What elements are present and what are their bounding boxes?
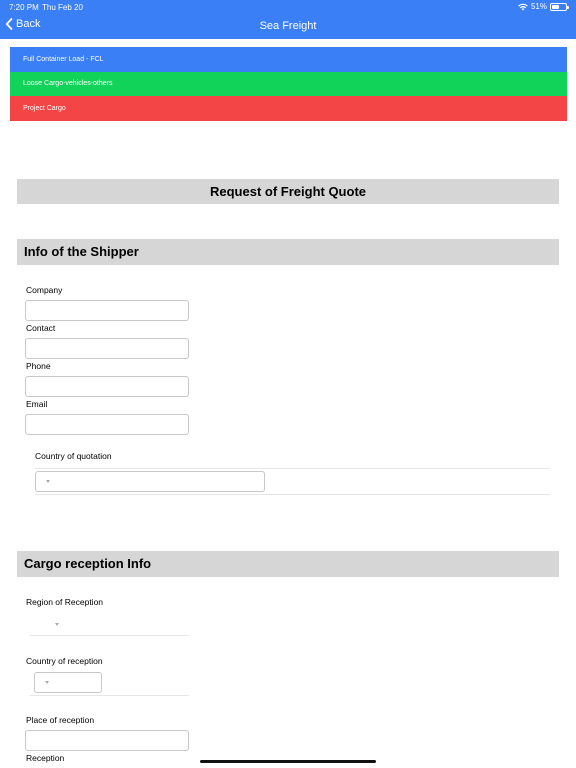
navigation-bar: [0, 0, 576, 39]
country-quotation-select[interactable]: [35, 471, 265, 492]
region-select[interactable]: [30, 614, 189, 634]
battery-icon: [550, 3, 567, 11]
status-time: 7:20 PM: [9, 3, 39, 12]
country-reception-select[interactable]: [34, 672, 102, 693]
battery-fill: [552, 5, 559, 9]
region-label: Region of Reception: [26, 597, 104, 607]
status-bar: [0, 0, 576, 14]
contact-input[interactable]: [25, 338, 189, 359]
wifi-icon: [518, 3, 528, 11]
home-indicator: [200, 760, 376, 763]
status-right: [518, 2, 567, 11]
caret-down-icon: [46, 480, 50, 483]
reception-label: Reception: [26, 753, 65, 763]
cargo-section-header: Cargo reception Info: [17, 551, 559, 577]
back-label: Back: [16, 18, 41, 30]
nav-row: [0, 14, 576, 39]
menu-item-0[interactable]: Full Container Load - FCL: [10, 47, 567, 72]
phone-input[interactable]: [25, 376, 189, 397]
divider: [35, 494, 550, 495]
email-label: Email: [26, 399, 48, 409]
page-title: Sea Freight: [259, 20, 317, 32]
company-label: Company: [26, 285, 63, 295]
caret-down-icon: [55, 623, 59, 626]
shipper-section-header: Info of the Shipper: [17, 239, 559, 265]
place-reception-label: Place of reception: [26, 715, 95, 725]
company-input[interactable]: [25, 300, 189, 321]
phone-label: Phone: [26, 361, 51, 371]
battery-percentage: 51%: [530, 2, 547, 11]
status-date: Thu Feb 20: [42, 3, 83, 12]
contact-label: Contact: [26, 323, 56, 333]
country-quotation-label: Country of quotation: [35, 451, 112, 461]
freight-type-menu: [10, 47, 567, 121]
caret-down-icon: [45, 681, 49, 684]
menu-item-2[interactable]: Project Cargo: [10, 96, 567, 121]
place-reception-input[interactable]: [25, 730, 189, 751]
menu-item-1[interactable]: Loose Cargo-vehicles-others: [10, 72, 567, 97]
country-reception-label: Country of reception: [26, 656, 103, 666]
divider: [30, 635, 189, 636]
form-title: Request of Freight Quote: [17, 179, 559, 204]
divider: [30, 695, 189, 696]
email-input[interactable]: [25, 414, 189, 435]
divider: [35, 468, 550, 469]
